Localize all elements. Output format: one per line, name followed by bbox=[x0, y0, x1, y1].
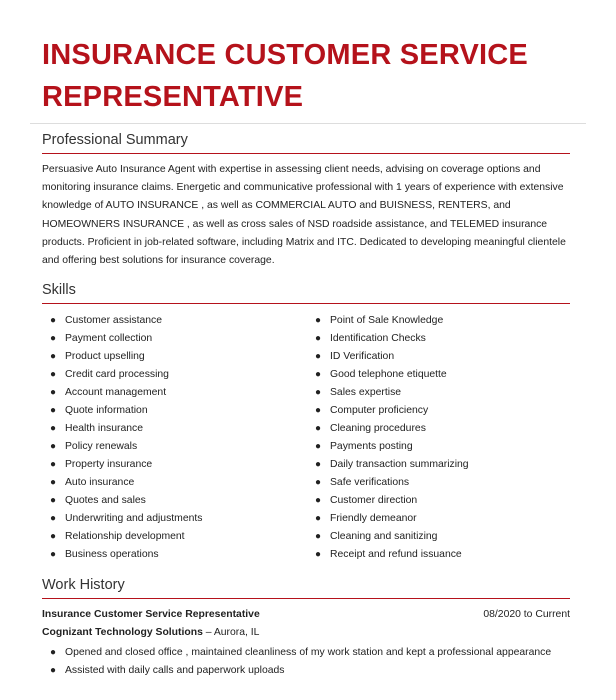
skills-heading bbox=[42, 281, 570, 304]
professional-summary-heading bbox=[42, 131, 570, 154]
bullet-icon: ● bbox=[50, 441, 57, 452]
bullet-icon: ● bbox=[315, 441, 322, 452]
bullet-icon: ● bbox=[50, 665, 57, 676]
bullet-icon: ● bbox=[50, 549, 57, 560]
skill-item: ● Cleaning and sanitizing bbox=[307, 528, 577, 546]
resume-title: INSURANCE CUSTOMER SERVICE REPRESENTATIVE bbox=[42, 39, 528, 113]
bullet-icon: ● bbox=[315, 315, 322, 326]
skill-item: ● Relationship development bbox=[42, 528, 302, 546]
skill-item: ● Sales expertise bbox=[307, 384, 577, 402]
skill-item: ● Quotes and sales bbox=[42, 492, 302, 510]
skill-item: ● Computer proficiency bbox=[307, 402, 577, 420]
bullet-icon: ● bbox=[315, 495, 322, 506]
bullet-icon: ● bbox=[50, 369, 57, 380]
skill-item: ● Identification Checks bbox=[307, 330, 577, 348]
header-divider bbox=[30, 123, 586, 124]
company-name: Cognizant Technology Solutions bbox=[42, 627, 203, 638]
bullet-icon: ● bbox=[315, 333, 322, 344]
bullet-icon: ● bbox=[315, 387, 322, 398]
job-employer bbox=[42, 627, 259, 638]
skill-item: ● ID Verification bbox=[307, 348, 577, 366]
bullet-icon: ● bbox=[50, 405, 57, 416]
skill-item: ● Property insurance bbox=[42, 456, 302, 474]
skill-item: ● Receipt and refund issuance bbox=[307, 546, 577, 564]
work-history-heading bbox=[42, 576, 570, 599]
skill-item: ● Customer assistance bbox=[42, 312, 302, 330]
skill-item: ● Payments posting bbox=[307, 438, 577, 456]
skill-item: ● Underwriting and adjustments bbox=[42, 510, 302, 528]
bullet-icon: ● bbox=[50, 423, 57, 434]
bullet-icon: ● bbox=[50, 647, 57, 658]
job-title: Insurance Customer Service Representative bbox=[42, 609, 260, 620]
bullet-icon: ● bbox=[315, 513, 322, 524]
skill-item: ● Good telephone etiquette bbox=[307, 366, 577, 384]
skill-item: ● Product upselling bbox=[42, 348, 302, 366]
skill-item: ● Customer direction bbox=[307, 492, 577, 510]
skill-item: ● Friendly demeanor bbox=[307, 510, 577, 528]
skill-item: ● Business operations bbox=[42, 546, 302, 564]
skill-item: ● Health insurance bbox=[42, 420, 302, 438]
skill-item: ● Daily transaction summarizing bbox=[307, 456, 577, 474]
job-duty-item: ● Assisted with daily calls and paperwork uploads bbox=[42, 662, 562, 680]
job-dates: 08/2020 to Current bbox=[483, 609, 570, 620]
bullet-icon: ● bbox=[50, 531, 57, 542]
bullet-icon: ● bbox=[315, 531, 322, 542]
bullet-icon: ● bbox=[315, 369, 322, 380]
work-history-heading-text: Work History bbox=[42, 577, 125, 593]
skill-item: ● Point of Sale Knowledge bbox=[307, 312, 577, 330]
skill-item: ● Credit card processing bbox=[42, 366, 302, 384]
bullet-icon: ● bbox=[50, 315, 57, 326]
bullet-icon: ● bbox=[50, 387, 57, 398]
bullet-icon: ● bbox=[315, 459, 322, 470]
skill-item: ● Quote information bbox=[42, 402, 302, 420]
bullet-icon: ● bbox=[50, 477, 57, 488]
skill-item: ● Auto insurance bbox=[42, 474, 302, 492]
bullet-icon: ● bbox=[50, 333, 57, 344]
skill-item: ● Payment collection bbox=[42, 330, 302, 348]
job-duty-item: ● Opened and closed office , maintained cleanliness of my work station and kept a professional appearance bbox=[42, 644, 562, 662]
skill-item: ● Account management bbox=[42, 384, 302, 402]
skills-list-left bbox=[42, 312, 302, 564]
skill-item: ● Policy renewals bbox=[42, 438, 302, 456]
skill-item: ● Cleaning procedures bbox=[307, 420, 577, 438]
job-location: – Aurora, IL bbox=[202, 627, 260, 638]
skills-heading-text: Skills bbox=[42, 282, 76, 298]
skill-item: ● Safe verifications bbox=[307, 474, 577, 492]
bullet-icon: ● bbox=[50, 459, 57, 470]
professional-summary-text: Persuasive Auto Insurance Agent with expertise in assessing client needs, advising on coverage options and monitoring insurance claims. Energetic and communicative professional with 1 years of experience with extensive knowledge of AUTO INSURANCE , as well as COMMERCIAL AUTO and BUISNESS, RENTERS, and HOMEOWNERS INSURANCE , as well as cross sales of NSD roadside assistance, and TELEMED insurance products. Proficient in job-related software, including Matrix and ITC. Dedicated to developing meaningful clientele and offering best solutions for insurance coverage. bbox=[42, 164, 566, 267]
bullet-icon: ● bbox=[315, 477, 322, 488]
professional-summary-heading-text: Professional Summary bbox=[42, 132, 188, 148]
bullet-icon: ● bbox=[50, 351, 57, 362]
bullet-icon: ● bbox=[315, 549, 322, 560]
bullet-icon: ● bbox=[50, 495, 57, 506]
job-duties-list bbox=[42, 644, 562, 680]
skills-list-right bbox=[307, 312, 577, 564]
bullet-icon: ● bbox=[315, 405, 322, 416]
bullet-icon: ● bbox=[315, 351, 322, 362]
bullet-icon: ● bbox=[50, 513, 57, 524]
bullet-icon: ● bbox=[315, 423, 322, 434]
